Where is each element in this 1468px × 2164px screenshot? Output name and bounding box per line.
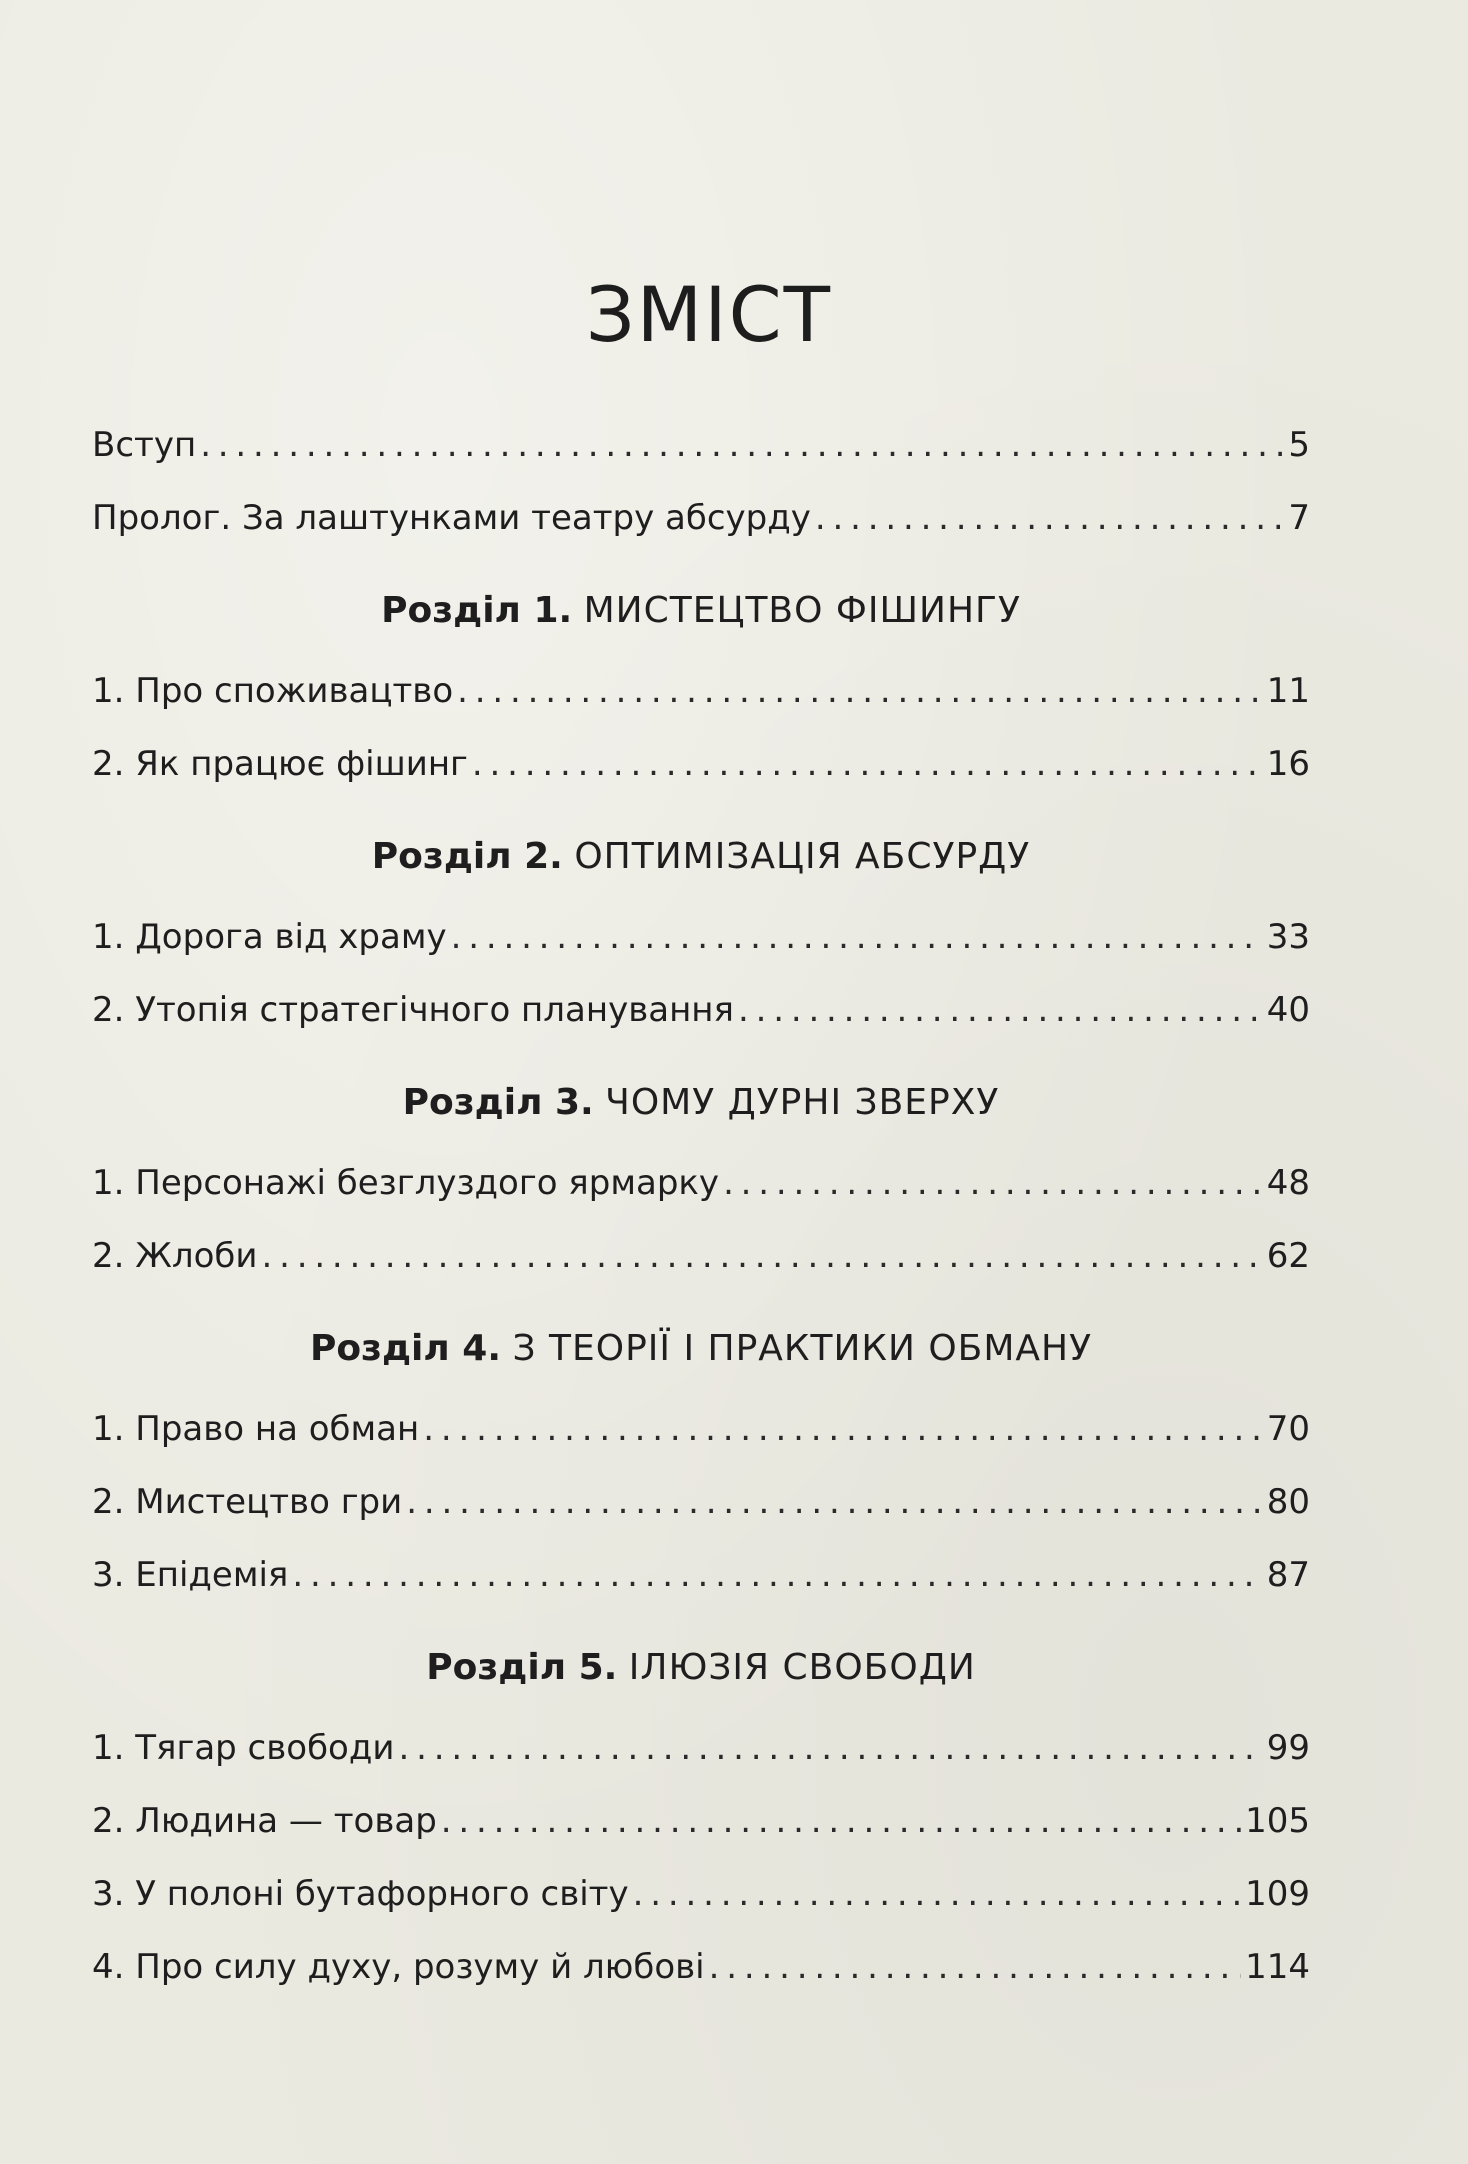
dot-leader: [451, 912, 1263, 962]
toc-entry: [92, 661, 1310, 734]
toc-entry-page: 11: [1266, 671, 1310, 711]
section-heading-5: [92, 1618, 1310, 1718]
dot-leader: [441, 1796, 1241, 1846]
toc-entry: [92, 1718, 1310, 1791]
section-prefix: Розділ 4.: [309, 1328, 502, 1369]
toc-entry-label: 3. Епідемія: [92, 1555, 289, 1595]
toc-entry-page: 105: [1245, 1801, 1310, 1841]
toc-entry-page: 114: [1245, 1947, 1310, 1987]
section-prefix: Розділ 3.: [402, 1082, 594, 1123]
toc-entry-label: 2. Людина — товар: [92, 1801, 437, 1841]
toc-entry: [92, 1226, 1310, 1299]
section-heading-4: [92, 1299, 1310, 1399]
dot-leader: [406, 1477, 1263, 1527]
toc-entry: [92, 1791, 1310, 1864]
toc-entry-label: Вступ: [92, 425, 197, 465]
toc-entry: [92, 1153, 1310, 1226]
toc-entry-page: 48: [1266, 1163, 1310, 1203]
section-title: З ТЕОРІЇ І ПРАКТИКИ ОБМАНУ: [512, 1328, 1093, 1369]
toc-entry-label: 2. Жлоби: [92, 1236, 258, 1276]
toc-entry-label: 1. Дорога від храму: [92, 917, 447, 957]
section-prefix: Розділ 5.: [426, 1647, 618, 1688]
section-title: ОПТИМІЗАЦІЯ АБСУРДУ: [574, 836, 1031, 877]
toc-entry-page: 5: [1288, 425, 1310, 465]
dot-leader: [738, 985, 1263, 1035]
dot-leader: [423, 1404, 1263, 1454]
toc-entry: [92, 1399, 1310, 1472]
section-heading-1: [92, 561, 1310, 661]
dot-leader: [292, 1550, 1262, 1600]
toc-entry-page: 70: [1266, 1409, 1310, 1449]
section-title: ЧОМУ ДУРНІ ЗВЕРХУ: [605, 1082, 1000, 1123]
toc-entry-page: 7: [1288, 498, 1310, 538]
toc-entry: [92, 1545, 1310, 1618]
table-of-contents: [92, 415, 1310, 2010]
toc-entry: [92, 1472, 1310, 1545]
section-title: ІЛЮЗІЯ СВОБОДИ: [628, 1647, 976, 1688]
toc-entry-label: 4. Про силу духу, розуму й любові: [92, 1947, 705, 1987]
dot-leader: [815, 493, 1284, 543]
toc-entry-label: Пролог. За лаштунками театру абсурду: [92, 498, 811, 538]
toc-entry-label: 1. Право на обман: [92, 1409, 420, 1449]
section-prefix: Розділ 2.: [371, 836, 563, 877]
toc-entry-label: 2. Мистецтво гри: [92, 1482, 403, 1522]
toc-entry: [92, 907, 1310, 980]
dot-leader: [723, 1158, 1263, 1208]
toc-entry-page: 40: [1266, 990, 1310, 1030]
toc-entry-page: 62: [1266, 1236, 1310, 1276]
toc-entry-label: 1. Персонажі безглуздого ярмарку: [92, 1163, 720, 1203]
dot-leader: [709, 1942, 1241, 1992]
toc-entry-label: 3. У полоні бутафорного світу: [92, 1874, 629, 1914]
toc-entry: [92, 1937, 1310, 2010]
section-heading-3: [92, 1053, 1310, 1153]
toc-entry-prologue: [92, 488, 1310, 561]
toc-entry-page: 109: [1245, 1874, 1310, 1914]
toc-entry-label: 2. Як працює фішинг: [92, 744, 468, 784]
dot-leader: [633, 1869, 1241, 1919]
toc-entry-page: 33: [1266, 917, 1310, 957]
dot-leader: [261, 1231, 1262, 1281]
toc-entry: [92, 734, 1310, 807]
dot-leader: [398, 1723, 1262, 1773]
toc-entry-page: 16: [1266, 744, 1310, 784]
dot-leader: [457, 666, 1263, 716]
toc-entry: [92, 1864, 1310, 1937]
toc-entry-page: 80: [1266, 1482, 1310, 1522]
dot-leader: [472, 739, 1263, 789]
page-title: ЗМІСТ: [585, 270, 833, 359]
section-heading-2: [92, 807, 1310, 907]
toc-entry: [92, 980, 1310, 1053]
toc-entry-intro: [92, 415, 1310, 488]
toc-entry-page: 99: [1266, 1728, 1310, 1768]
section-prefix: Розділ 1.: [381, 590, 573, 631]
toc-entry-label: 2. Утопія стратегічного планування: [92, 990, 734, 1030]
toc-entry-label: 1. Тягар свободи: [92, 1728, 395, 1768]
toc-entry-label: 1. Про споживацтво: [92, 671, 454, 711]
section-title: МИСТЕЦТВО ФІШИНГУ: [583, 590, 1021, 631]
toc-entry-page: 87: [1266, 1555, 1310, 1595]
dot-leader: [200, 420, 1284, 470]
